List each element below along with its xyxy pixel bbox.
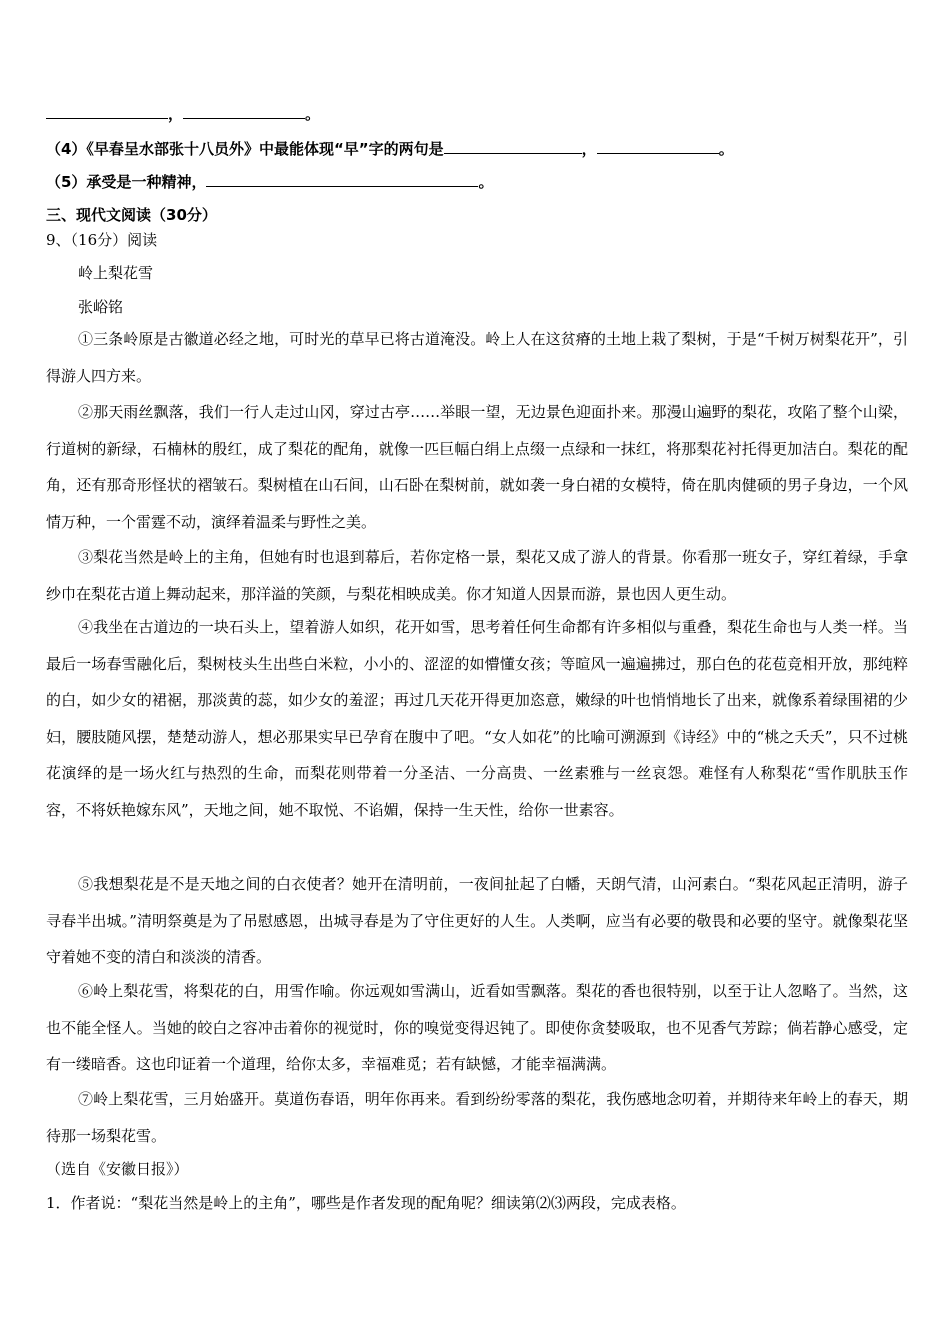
section-heading: 三、现代文阅读（30分） — [46, 206, 217, 224]
answer-blank-line — [46, 104, 910, 124]
line-end: 。 — [478, 173, 494, 191]
article-paragraph-1: ①三条岭原是古徽道必经之地，可时光的草早已将古道淹没。岭上人在这贫瘠的土地上栽了梨树，于是“千树万树梨花开”，引得游人四方来。 — [46, 330, 908, 385]
answer-blank[interactable] — [444, 139, 582, 154]
question-5 — [46, 172, 910, 192]
article-paragraph-7: ⑦岭上梨花雪，三月始盛开。莫道伤春语，明年你再来。看到纷纷零落的梨花，我伤感地念叨着，并期待来年岭上的春天，期待那一场梨花雪。 — [46, 1090, 908, 1145]
article-paragraph-6: ⑥岭上梨花雪，将梨花的白，用雪作喻。你远观如雪满山，近看如雪飘落。梨花的香也很特别，以至于让人忽略了。当然，这也不能全怪人。当她的皎白之容冲击着你的视觉时，你的嗅觉变得迟钝了。即使你贪婪吸取，也不见香气芳踪；倘若静心感受，定有一缕暗香。这也印证着一个道理，给你太多，幸福难觅；若有缺憾，才能幸福满满。 — [46, 982, 908, 1073]
article-paragraph-4: ④我坐在古道边的一块石头上，望着游人如织，花开如雪，思考着任何生命都有许多相似与重叠，梨花生命也与人类一样。当最后一场春雪融化后，梨树枝头生出些白米粒，小小的、涩涩的如懵懂女孩；等暄风一遍遍拂过，那白色的花苞竞相开放，那纯粹的白，如少女的裙裾，那淡黄的蕊，如少女的羞涩；再过几天花开得更加恣意，嫩绿的叶也悄悄地长了出来，就像系着绿围裙的少妇，腰肢随风摆，楚楚动游人，想必那果实早已孕育在腹中了吧。“女人如花”的比喻可溯源到《诗经》中的“桃之夭夭”，只不过桃花演绎的是一场火红与热烈的生命，而梨花则带着一分圣洁、一分高贵、一丝素雅与一丝哀怨。难怪有人称梨花“雪作肌肤玉作容，不将妖艳嫁东风”，天地之间，她不取悦、不谄媚，保持一生天性，给你一世素容。 — [46, 618, 908, 819]
question-9-label: 9、（16分）阅读 — [46, 231, 158, 249]
separator: ， — [581, 140, 597, 158]
line-end: 。 — [718, 140, 734, 158]
answer-blank[interactable] — [183, 104, 305, 119]
line-end: 。 — [305, 105, 321, 123]
separator: ， — [168, 105, 184, 123]
answer-blank[interactable] — [597, 139, 719, 154]
sub-question-1: 1．作者说：“梨花当然是岭上的主角”，哪些是作者发现的配角呢？细读第⑵⑶两段，完成表格。 — [46, 1194, 686, 1212]
article-author: 张峪铭 — [78, 298, 124, 316]
article-paragraph-3: ③梨花当然是岭上的主角，但她有时也退到幕后，若你定格一景，梨花又成了游人的背景。你看那一班女子，穿红着绿，手拿纱巾在梨花古道上舞动起来，那洋溢的笑颜，与梨花相映成美。你才知道人因景而游，景也因人更生动。 — [46, 548, 908, 603]
article-title: 岭上梨花雪 — [78, 264, 154, 282]
article-paragraph-5: ⑤我想梨花是不是天地之间的白衣使者？她开在清明前，一夜间扯起了白幡，天朗气清，山河素白。“梨花风起正清明，游子寻春半出城。”清明祭奠是为了吊慰感恩，出城寻春是为了守住更好的人生。人类啊，应当有必要的敬畏和必要的坚守。就像梨花坚守着她不变的清白和淡淡的清香。 — [46, 875, 908, 966]
article-source: （选自《安徽日报》） — [46, 1160, 189, 1178]
answer-blank[interactable] — [206, 172, 478, 187]
question-4-text: （4）《早春呈水部张十八员外》中最能体现“早”字的两句是 — [46, 140, 444, 158]
question-5-text: （5）承受是一种精神， — [46, 173, 207, 191]
answer-blank[interactable] — [46, 104, 168, 119]
question-4 — [46, 139, 910, 159]
article-paragraph-2: ②那天雨丝飘落，我们一行人走过山冈，穿过古亭……举眼一望，无边景色迎面扑来。那漫山遍野的梨花，攻陷了整个山梁，行道树的新绿，石楠林的殷红，成了梨花的配角，就像一匹巨幅白绢上点缀一点绿和一抹红，将那梨花衬托得更加洁白。梨花的配角，还有那奇形怪状的褶皱石。梨树植在山石间，山石卧在梨树前，就如袭一身白裙的女模特，倚在肌肉健硕的男子身边，一个风情万种，一个雷霆不动，演绎着温柔与野性之美。 — [46, 403, 908, 531]
